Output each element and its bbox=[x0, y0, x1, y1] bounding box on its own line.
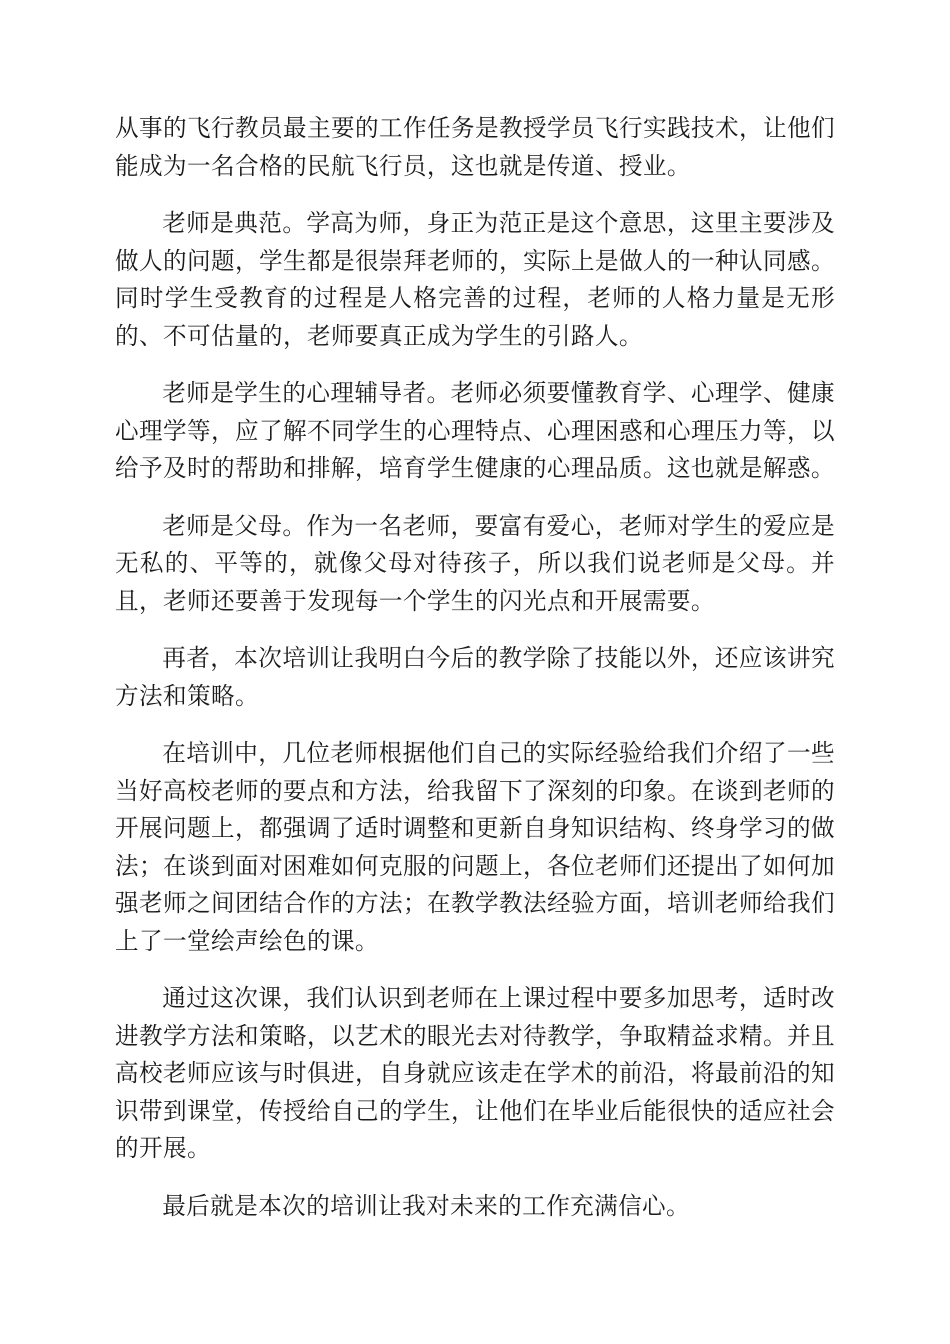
paragraph-training-content: 在培训中，几位老师根据他们自己的实际经验给我们介绍了一些当好高校老师的要点和方法，给我留下了深刻的印象。在谈到老师的开展问题上，都强调了适时调整和更新自身知识结构、终身学习的做法；在谈到面对困难如何克服的问题上，各位老师们还提出了如何加强老师之间团结合作的方法；在教学教法经验方面，培训老师给我们上了一堂绘声绘色的课。 bbox=[115, 739, 835, 955]
paragraph-reflection: 通过这次课，我们认识到老师在上课过程中要多加思考，适时改进教学方法和策略，以艺术的眼光去对待教学，争取精益求精。并且高校老师应该与时俱进，自身就应该走在学术的前沿，将最前沿的知识带到课堂，传授给自己的学生，让他们在毕业后能很快的适应社会的开展。 bbox=[115, 984, 835, 1162]
paragraph-conclusion: 最后就是本次的培训让我对未来的工作充满信心。 bbox=[162, 1191, 691, 1220]
paragraph-continuation: 从事的飞行教员最主要的工作任务是教授学员飞行实践技术，让他们能成为一名合格的民航飞行员，这也就是传道、授业。 bbox=[115, 114, 835, 180]
paragraph-teacher-as-counselor: 老师是学生的心理辅导者。老师必须要懂教育学、心理学、健康心理学等，应了解不同学生的心理特点、心理困惑和心理压力等，以给予及时的帮助和排解，培育学生健康的心理品质。这也就是解惑。 bbox=[115, 379, 835, 482]
paragraph-methods-and-strategies: 再者，本次培训让我明白今后的教学除了技能以外，还应该讲究方法和策略。 bbox=[115, 644, 835, 710]
paragraph-teacher-as-model: 老师是典范。学高为师，身正为范正是这个意思，这里主要涉及做人的问题，学生都是很崇拜老师的，实际上是做人的一种认同感。同时学生受教育的过程是人格完善的过程，老师的人格力量是无形的、不可估量的，老师要真正成为学生的引路人。 bbox=[115, 209, 835, 350]
paragraph-teacher-as-parent: 老师是父母。作为一名老师，要富有爱心，老师对学生的爱应是无私的、平等的，就像父母对待孩子，所以我们说老师是父母。并且，老师还要善于发现每一个学生的闪光点和开展需要。 bbox=[115, 511, 835, 615]
document-body bbox=[115, 110, 835, 1245]
